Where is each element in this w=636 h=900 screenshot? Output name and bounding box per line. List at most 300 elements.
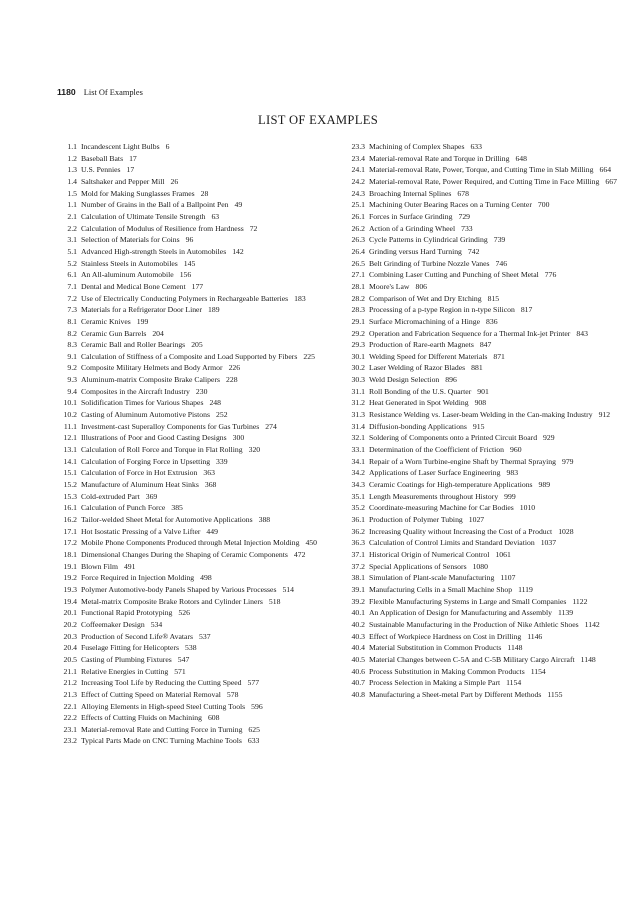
example-entry [54, 689, 338, 701]
example-title: Soldering of Components onto a Printed Circuit Board [369, 433, 538, 443]
example-entry [54, 607, 338, 619]
example-number: 20.4 [63, 643, 77, 653]
example-title: Use of Electrically Conducting Polymers in Rechargeable Batteries [81, 293, 289, 303]
example-title: Hot Isostatic Pressing of a Valve Lifter [81, 526, 201, 536]
example-page: 72 [249, 223, 258, 233]
example-number: 35.1 [351, 491, 365, 501]
example-entry [54, 444, 338, 456]
example-number: 24.2 [351, 176, 365, 186]
example-page: 733 [461, 223, 473, 233]
example-entry [54, 491, 338, 503]
example-title: Processing of a p-type Region in n-type Silicon [369, 305, 515, 315]
example-page: 908 [474, 398, 487, 408]
example-number: 12.1 [63, 433, 77, 443]
example-title: Tailor-welded Sheet Metal for Automotive Applications [81, 515, 253, 524]
example-number: 26.3 [351, 235, 365, 245]
example-title: An Application of Design for Manufacturing and Assembly [369, 608, 552, 618]
example-page: 230 [195, 386, 208, 396]
example-number: 31.4 [351, 421, 365, 431]
example-number: 31.1 [351, 386, 365, 396]
example-page: 514 [282, 584, 294, 594]
example-number: 23.2 [63, 736, 77, 746]
example-title: Special Applications of Sensors [369, 561, 467, 571]
example-page: 836 [486, 316, 498, 326]
example-page: 664 [599, 165, 612, 175]
example-entry [54, 176, 338, 188]
example-title: Process Selection in Making a Simple Part [369, 678, 501, 688]
example-number: 16.2 [63, 515, 77, 524]
example-entry [342, 199, 628, 211]
example-number: 24.1 [351, 165, 365, 175]
example-title: Polymer Automotive-body Panels Shaped by Various Processes [81, 584, 277, 594]
example-entry [342, 386, 628, 398]
example-entry [342, 141, 628, 153]
example-page: 547 [177, 654, 190, 664]
example-number: 9.3 [67, 375, 77, 385]
example-number: 5.1 [67, 246, 77, 256]
example-number: 37.2 [351, 561, 365, 571]
example-number: 10.2 [63, 410, 77, 420]
example-entry [54, 281, 338, 293]
example-title: Effect of Workpiece Hardness on Cost in Drilling [369, 631, 522, 641]
example-number: 10.1 [63, 398, 77, 408]
example-title: Relative Energies in Cutting [81, 666, 169, 676]
example-title: Simulation of Plant-scale Manufacturing [369, 573, 495, 583]
example-number: 20.3 [63, 631, 77, 641]
example-entry [54, 432, 338, 444]
example-page: 177 [191, 281, 204, 291]
example-page: 1139 [557, 608, 574, 618]
example-title: Applications of Laser Surface Engineering [369, 468, 501, 478]
example-entry [54, 188, 338, 200]
example-page: 248 [209, 398, 221, 408]
example-number: 7.2 [67, 293, 77, 303]
example-entry [54, 223, 338, 235]
example-title: Increasing Tool Life by Reducing the Cutting Speed [81, 678, 242, 688]
example-title: Typical Parts Made on CNC Turning Machine Tools [81, 736, 242, 746]
example-page: 142 [232, 246, 244, 256]
example-entry [342, 258, 628, 270]
example-title: Calculation of Stiffness of a Composite and Load Supported by Fibers [81, 351, 298, 361]
example-title: Manufacturing Cells in a Small Machine Shop [369, 584, 513, 594]
example-entry [342, 677, 628, 689]
example-page: 274 [265, 421, 277, 431]
example-number: 6.1 [67, 270, 77, 280]
example-number: 34.2 [351, 468, 365, 478]
example-title: Machining of Complex Shapes [369, 142, 465, 151]
example-number: 11.1 [63, 421, 77, 431]
example-title: Advanced High-strength Steels in Automobiles [81, 246, 227, 256]
example-page: 989 [538, 480, 551, 490]
example-page: 1142 [584, 619, 600, 629]
example-page: 534 [150, 619, 163, 629]
example-entry [342, 467, 628, 479]
example-number: 19.2 [63, 573, 77, 583]
example-number: 17.2 [63, 538, 77, 548]
example-title: Baseball Bats [81, 153, 124, 163]
example-page: 225 [303, 351, 315, 361]
example-number: 36.2 [351, 526, 365, 536]
example-number: 8.1 [67, 316, 77, 326]
example-number: 40.4 [351, 643, 365, 653]
example-entry [342, 351, 628, 363]
example-title: Flexible Manufacturing Systems in Large and Small Companies [369, 596, 567, 606]
example-number: 8.2 [67, 328, 77, 338]
example-number: 33.1 [351, 445, 365, 455]
example-number: 24.3 [351, 188, 365, 198]
example-page: 1061 [495, 549, 511, 559]
example-entry [54, 374, 338, 386]
example-page: 578 [226, 689, 239, 699]
example-entry [342, 491, 628, 503]
example-page: 204 [152, 328, 164, 338]
example-title: Manufacture of Aluminum Heat Sinks [81, 480, 199, 490]
example-entry [342, 409, 628, 421]
example-title: Mobile Phone Components Produced through Metal Injection Molding [81, 538, 300, 548]
example-entry [54, 537, 338, 549]
example-entry [54, 421, 338, 433]
example-page: 1148 [580, 654, 596, 664]
example-title: Heat Generated in Spot Welding [369, 398, 469, 408]
example-page: 1155 [547, 689, 563, 699]
example-page: 648 [515, 153, 527, 163]
example-page: 49 [234, 200, 243, 210]
example-title: Composites in the Aircraft Industry [81, 386, 190, 396]
example-entry [54, 584, 338, 596]
example-entry [54, 631, 338, 643]
example-page: 571 [174, 666, 186, 676]
running-title: List Of Examples [83, 88, 143, 97]
example-title: Number of Grains in the Ball of a Ballpoint Pen [81, 200, 229, 210]
example-title: Calculation of Punch Force [81, 503, 166, 513]
example-title: Material-removal Rate, Power Required, and Cutting Time in Face Milling [369, 176, 600, 186]
example-page: 300 [232, 433, 245, 443]
example-page: 960 [510, 445, 522, 455]
example-entry [342, 211, 628, 223]
example-entry [342, 666, 628, 678]
running-header [57, 87, 143, 97]
example-title: Calculation of Roll Force and Torque in Flat Rolling [81, 445, 243, 455]
example-title: Composite Military Helmets and Body Armor [81, 363, 223, 373]
example-title: Roll Bonding of the U.S. Quarter [369, 386, 472, 396]
example-page: 776 [544, 270, 557, 280]
example-number: 3.1 [67, 235, 77, 245]
example-title: Effects of Cutting Fluids on Machining [81, 713, 202, 723]
example-number: 2.2 [67, 223, 77, 233]
example-entry [54, 153, 338, 165]
example-entry [342, 549, 628, 561]
example-page: 199 [136, 316, 149, 326]
example-number: 19.3 [63, 584, 77, 594]
example-number: 20.5 [63, 654, 77, 664]
example-entry [342, 374, 628, 386]
example-title: Production of Second Life® Avatars [81, 631, 194, 641]
example-entry [342, 572, 628, 584]
example-number: 21.3 [63, 689, 77, 699]
example-number: 1.3 [67, 165, 77, 175]
example-title: Determination of the Coefficient of Friction [369, 445, 504, 455]
example-page: 449 [206, 526, 218, 536]
example-page: 633 [470, 142, 482, 151]
example-entry [54, 467, 338, 479]
example-title: Solidification Times for Various Shapes [81, 398, 204, 408]
example-title: Effect of Cutting Speed on Material Removal [81, 689, 221, 699]
example-title: Belt Grinding of Turbine Nozzle Vanes [369, 258, 490, 268]
example-page: 881 [471, 363, 483, 373]
example-title: Dental and Medical Bone Cement [81, 281, 186, 291]
example-entry [342, 164, 628, 176]
example-title: Weld Design Selection [369, 375, 440, 385]
example-number: 2.1 [67, 211, 77, 221]
example-entry [54, 397, 338, 409]
example-title: Laser Welding of Razor Blades [369, 363, 466, 373]
example-entry [342, 584, 628, 596]
example-page: 625 [248, 724, 260, 734]
example-entry [54, 596, 338, 608]
example-page: 320 [248, 445, 261, 455]
example-title: Material-removal Rate, Power, Torque, and Cutting Time in Slab Milling [369, 165, 594, 175]
example-page: 979 [561, 456, 574, 466]
example-page: 700 [537, 200, 550, 210]
example-number: 1.1 [67, 142, 77, 151]
example-entry [54, 328, 338, 340]
example-entry [342, 421, 628, 433]
example-number: 19.1 [63, 561, 77, 571]
example-number: 20.1 [63, 608, 77, 618]
example-entry [342, 304, 628, 316]
example-number: 38.1 [351, 573, 365, 583]
example-entry [54, 677, 338, 689]
example-title: Ceramic Gun Barrels [81, 328, 147, 338]
example-title: Comparison of Wet and Dry Etching [369, 293, 482, 303]
example-number: 40.1 [351, 608, 365, 618]
example-number: 39.2 [351, 596, 365, 606]
example-title: Diffusion-bonding Applications [369, 421, 467, 431]
example-number: 40.5 [351, 654, 365, 664]
example-number: 34.1 [351, 456, 365, 466]
example-page: 498 [200, 573, 212, 583]
example-number: 26.1 [351, 211, 365, 221]
example-number: 34.3 [351, 480, 365, 490]
example-title: Blown Film [81, 561, 118, 571]
example-title: Cycle Patterns in Cylindrical Grinding [369, 235, 488, 245]
example-number: 36.3 [351, 538, 365, 548]
example-page: 1148 [507, 643, 523, 653]
example-page: 1119 [518, 584, 533, 594]
example-entry [342, 328, 628, 340]
example-page: 450 [305, 538, 317, 548]
example-number: 22.2 [63, 713, 77, 723]
example-entry [54, 502, 338, 514]
example-page: 183 [294, 293, 306, 303]
example-page: 1122 [572, 596, 588, 606]
example-entry [54, 724, 338, 736]
example-page: 901 [477, 386, 489, 396]
example-title: Force Required in Injection Molding [81, 573, 195, 583]
page-title: LIST OF EXAMPLES [257, 113, 379, 127]
example-title: Process Substitution in Making Common Products [369, 666, 525, 676]
example-title: Length Measurements throughout History [369, 491, 499, 501]
example-page: 205 [191, 340, 203, 350]
example-title: Production of Rare-earth Magnets [369, 340, 474, 350]
example-entry [342, 444, 628, 456]
example-number: 1.2 [67, 153, 77, 163]
example-number: 14.1 [63, 456, 77, 466]
example-title: Fuselage Fitting for Helicopters [81, 643, 179, 653]
example-page: 817 [520, 305, 533, 315]
example-title: Mold for Making Sunglasses Frames [81, 188, 195, 198]
example-page: 806 [415, 281, 427, 291]
example-number: 23.1 [63, 724, 77, 734]
example-title: Selection of Materials for Coins [81, 235, 180, 245]
example-entry [342, 642, 628, 654]
example-title: Increasing Quality without Increasing the Cost of a Product [369, 526, 553, 536]
example-number: 29.3 [351, 340, 365, 350]
example-entry [54, 526, 338, 538]
example-entry [342, 631, 628, 643]
example-page: 596 [251, 701, 263, 711]
example-title: Combining Laser Cutting and Punching of Sheet Metal [369, 270, 539, 280]
example-title: Material-removal Rate and Cutting Force in Turning [81, 724, 243, 734]
example-page: 156 [179, 270, 192, 280]
example-page: 369 [145, 491, 158, 501]
example-entry [54, 234, 338, 246]
example-title: Incandescent Light Bulbs [81, 142, 160, 151]
example-page: 815 [487, 293, 500, 303]
example-entry [342, 619, 628, 631]
example-entry [54, 479, 338, 491]
example-title: Repair of a Worn Turbine-engine Shaft by Thermal Spraying [369, 456, 556, 466]
example-entry [54, 572, 338, 584]
example-entry [54, 549, 338, 561]
example-page: 633 [247, 736, 260, 746]
example-number: 29.1 [351, 316, 365, 326]
example-number: 15.1 [63, 468, 77, 478]
example-page: 577 [247, 678, 260, 688]
example-page: 729 [458, 211, 471, 221]
example-title: Cold-extruded Part [81, 491, 140, 501]
example-entry [342, 654, 628, 666]
example-title: Machining Outer Bearing Races on a Turning Center [369, 200, 532, 210]
example-number: 28.2 [351, 293, 365, 303]
example-page: 847 [479, 340, 492, 350]
example-entry [342, 293, 628, 305]
example-page: 742 [467, 246, 480, 256]
example-title: Manufacturing a Sheet-metal Part by Different Methods [369, 689, 542, 699]
example-number: 16.1 [63, 503, 77, 513]
example-entry [54, 701, 338, 713]
example-entry [54, 211, 338, 223]
example-page: 843 [576, 328, 588, 338]
example-number: 36.1 [351, 515, 365, 524]
example-entry [54, 293, 338, 305]
example-entry [54, 362, 338, 374]
example-title: Calculation of Force in Hot Extrusion [81, 468, 198, 478]
example-title: Investment-cast Superalloy Components for Gas Turbines [81, 421, 260, 431]
page-number: 1180 [57, 87, 76, 97]
example-page: 17 [126, 165, 135, 175]
example-number: 26.2 [351, 223, 365, 233]
example-entry [54, 246, 338, 258]
right-column [342, 141, 628, 701]
example-title: Grinding versus Hard Turning [369, 246, 462, 256]
example-title: Alloying Elements in High-speed Steel Cutting Tools [81, 701, 246, 711]
example-entry [342, 223, 628, 235]
example-number: 23.3 [351, 142, 365, 151]
example-entry [342, 607, 628, 619]
example-title: Illustrations of Poor and Good Casting Designs [81, 433, 227, 443]
example-entry [342, 502, 628, 514]
example-page: 1107 [500, 573, 516, 583]
example-number: 23.4 [351, 153, 365, 163]
example-page: 26 [170, 176, 179, 186]
example-number: 1.5 [67, 188, 77, 198]
example-entry [54, 351, 338, 363]
example-entry [54, 339, 338, 351]
example-title: Calculation of Control Limits and Standard Deviation [369, 538, 535, 548]
example-title: Material Changes between C-5A and C-5B Military Cargo Aircraft [369, 654, 575, 664]
example-title: Surface Micromachining of a Hinge [369, 316, 481, 326]
example-number: 1.4 [67, 176, 77, 186]
example-entry [54, 141, 338, 153]
example-page: 96 [185, 235, 194, 245]
example-title: An All-aluminum Automobile [81, 270, 174, 280]
example-number: 15.2 [63, 480, 77, 490]
example-number: 40.3 [351, 631, 365, 641]
example-entry [342, 269, 628, 281]
example-entry [342, 188, 628, 200]
example-title: Materials for a Refrigerator Door Liner [81, 305, 203, 315]
example-page: 228 [226, 375, 238, 385]
example-entry [342, 281, 628, 293]
example-title: Historical Origin of Numerical Control [369, 549, 490, 559]
example-title: Moore's Law [369, 281, 410, 291]
example-entry [342, 234, 628, 246]
example-entry [54, 386, 338, 398]
example-number: 9.4 [67, 386, 77, 396]
example-title: Coffeemaker Design [81, 619, 145, 629]
example-entry [342, 596, 628, 608]
example-title: Dimensional Changes During the Shaping of Ceramic Components [81, 549, 288, 559]
example-entry [54, 456, 338, 468]
example-entry [342, 689, 628, 701]
example-page: 518 [268, 596, 281, 606]
example-page: 189 [208, 305, 220, 315]
example-page: 537 [199, 631, 211, 641]
example-title: Action of a Grinding Wheel [369, 223, 456, 233]
example-title: Calculation of Forging Force in Upsetting [81, 456, 211, 466]
example-entry [54, 258, 338, 270]
example-page: 1027 [468, 515, 485, 524]
left-column [54, 141, 338, 747]
example-page: 1080 [472, 561, 488, 571]
example-entry [54, 304, 338, 316]
example-entry [342, 246, 628, 258]
example-entry [342, 561, 628, 573]
example-page: 667 [605, 176, 617, 186]
example-number: 9.1 [67, 351, 77, 361]
example-number: 40.6 [351, 666, 365, 676]
example-entry [54, 409, 338, 421]
example-number: 27.1 [351, 270, 365, 280]
example-entry [54, 514, 338, 526]
example-title: Calculation of Modulus of Resilience from Hardness [81, 223, 244, 233]
example-title: Ceramic Coatings for High-temperature Applications [369, 480, 533, 490]
example-number: 28.1 [351, 281, 365, 291]
example-entry [54, 164, 338, 176]
example-entry [342, 537, 628, 549]
example-title: U.S. Pennies [81, 165, 121, 175]
